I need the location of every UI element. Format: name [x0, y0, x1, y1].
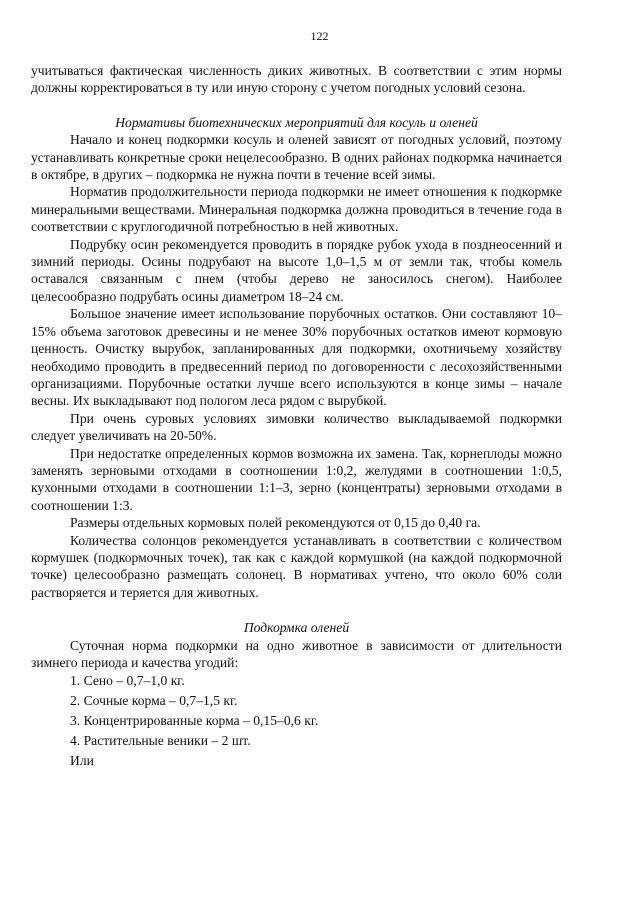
paragraph: При недостатке определенных кормов возможна их замена. Так, корнеплоды можно заменять зерновыми отходами в соотношении 1:0,2, желудями в соотношении 1:0,5, кухонными отходами в соотношении 1:1–3, зерно (концентраты) зерновыми отходами в соотношении 1:3. — [31, 445, 562, 513]
intro-paragraph: учитываться фактическая численность диких животных. В соответствии с этим нормы должны корректироваться в ту или иную сторону с учетом погодных условий сезона. — [31, 63, 562, 96]
paragraph: Размеры отдельных кормовых полей рекомендуются от 0,15 до 0,40 га. — [70, 515, 481, 531]
list-item: 3. Концентрированные корма – 0,15–0,6 кг. — [70, 713, 319, 729]
page-number: 122 — [310, 29, 329, 43]
feeding-norms-list — [31, 671, 562, 751]
paragraph: При очень суровых условиях зимовки количество выкладываемой подкормки следует увеличивать на 20-50%. — [31, 410, 562, 444]
list-item: 2. Сочные корма – 0,7–1,5 кг. — [70, 693, 238, 709]
section-title-roe-deer-norms: Нормативы биотехнических мероприятий для косуль и оленей — [115, 114, 478, 130]
page-content — [31, 62, 562, 771]
paragraph: Начало и конец подкормки косуль и оленей зависят от погодных условий, поэтому устанавливать конкретные сроки нецелесообразно. В одних районах подкормка начинается в октябре, в других – подкормка не нужна почти в течение всей зимы. — [31, 132, 562, 183]
paragraph: Большое значение имеет использование порубочных остатков. Они составляют 10–15% объема заготовок древесины и не менее 30% порубочных остатков имеют кормовую ценность. Очистку вырубок, запланированных для подкормки, охотничьему хозяйству необходимо проводить в предвесенний период по договоренности с лесохозяйственными организациями. Порубочные остатки лучше всего используются в конце зимы – начале весны. Их выкладывают под пологом леса рядом с вырубкой. — [31, 306, 562, 409]
list-item: 4. Растительные веники – 2 шт. — [70, 733, 251, 749]
section-title-deer-feeding: Подкормка оленей — [243, 620, 350, 636]
paragraph: Количества солонцов рекомендуется устанавливать в соответствии с количеством кормушек (подкормочных точек), так как с каждой кормушкой (на каждой подкормочной точке) целесообразно размещать солонец. В нормативах учтено, что около 60% соли растворяется и теряется для животных. — [31, 532, 562, 600]
paragraph: Суточная норма подкормки на одно животное в зависимости от длительности зимнего периода и качества угодий: — [31, 637, 562, 670]
paragraph: Норматив продолжительности периода подкормки не имеет отношения к подкормке минеральными веществами. Минеральная подкормка должна проводиться в течение года в соответствии с круглогодичной потребностью в ней животных. — [31, 184, 562, 235]
paragraph: Подрубку осин рекомендуется проводить в порядке рубок ухода в позднеосенний и зимний периоды. Осины подрубают на высоте 1,0–1,5 м от земли так, чтобы комель оставался связанным с пнем (чтобы дерево не заносилось снегом). Наиболее целесообразно подрубать осины диаметром 18–24 см. — [31, 236, 562, 304]
trailing-text: Или — [70, 753, 94, 769]
list-item: 1. Сено – 0,7–1,0 кг. — [70, 673, 185, 689]
